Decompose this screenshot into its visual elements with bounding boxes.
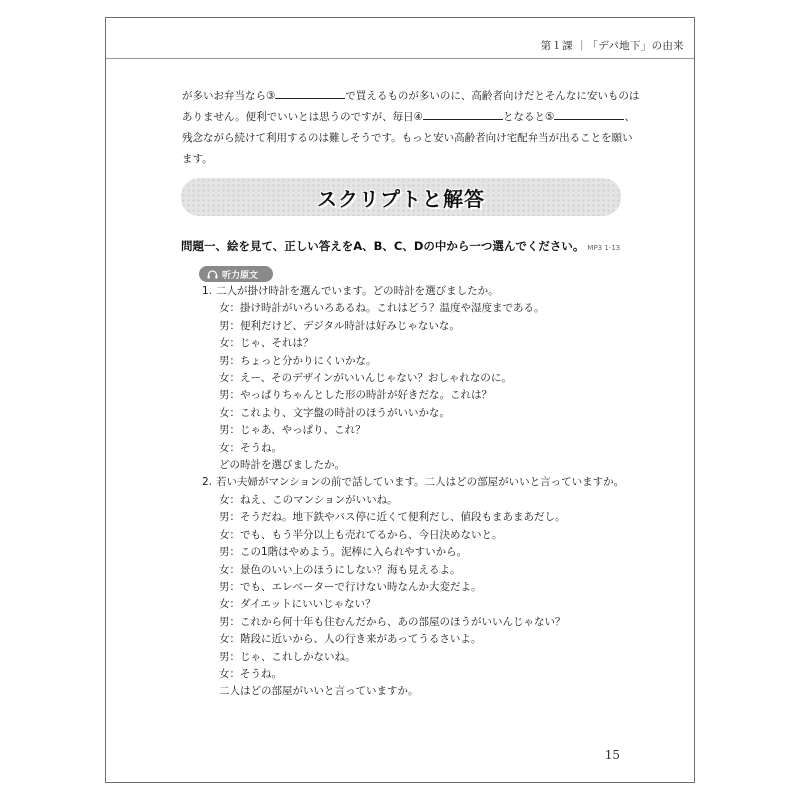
item-prompt: 二人が掛け時計を選んでいます。どの時計を選びましたか。: [216, 285, 499, 297]
dialogue-line: 男：この1階はやめよう。泥棒に入られやすいから。: [219, 546, 468, 559]
dialogue-line: 女：階段に近いから、人の行き来があってうるさいよ。: [219, 633, 482, 646]
mp3-track-label: MP3 1-13: [587, 244, 621, 252]
book-page: [105, 17, 695, 783]
dialogue-line: 女：これより、文字盤の時計のほうがいいかな。: [219, 406, 450, 419]
intro-line: [182, 107, 652, 128]
item-number: 1.: [202, 285, 213, 297]
answer-blank: [423, 107, 503, 120]
dialogue-line: 男：でも、エレベーターで行けない時なんか大変だよ。: [219, 580, 482, 593]
intro-text: となると⑤: [503, 111, 555, 123]
answer-blank: [554, 107, 624, 120]
intro-text: ありません。便利でいいとは思うのですが、毎日④: [182, 111, 424, 123]
intro-text: が多いお弁当なら③: [182, 90, 276, 102]
script-item-heading: [202, 283, 672, 300]
question-text: 問題一、絵を見て、正しい答えをA、B、C、Dの中から一つ選んでください。: [181, 239, 585, 253]
dialogue-line: どの時計を選びましたか。: [219, 459, 345, 472]
intro-line: [182, 128, 652, 149]
dialogue-line: 女：じゃ、それは？: [219, 337, 314, 350]
intro-text: 残念ながら続けて利用するのは難しそうです。もっと安い高齢者向け宅配弁当が出ることを願い: [182, 132, 633, 144]
dialogue-line: 男：じゃ、これしかないね。: [219, 650, 356, 663]
label-text: 听力原文: [222, 270, 259, 281]
dialogue-line: 女：ダイエットにいいじゃない？: [219, 598, 376, 611]
dialogue-line: 女：掛け時計がいろいろあるね。これはどう？温度や湿度まである。: [219, 302, 545, 315]
intro-paragraph: [182, 86, 652, 170]
intro-line: [182, 86, 652, 107]
item-number: 2.: [202, 476, 213, 489]
dialogue-line: 男：じゃあ、やっぱり、これ？: [219, 424, 366, 437]
headphone-icon: [207, 270, 218, 279]
dialogue-line: 女：景色のいい上のほうにしない？海も見えるよ。: [219, 563, 461, 576]
header-rule: [106, 58, 694, 59]
listening-script-label: [199, 266, 273, 282]
item-prompt: 若い夫婦がマンションの前で話しています。二人はどの部屋がいいと言っていますか。: [216, 476, 625, 489]
question-heading: [181, 238, 620, 254]
intro-text: ます。: [182, 153, 213, 165]
dialogue-line: 男：そうだね。地下鉄やバス停に近くて便利だし、値段もまあまあだし。: [219, 511, 566, 524]
intro-text: 、: [624, 111, 635, 123]
dialogue-line: 女：そうね。: [219, 667, 282, 680]
dialogue-line: 女：ねえ、このマンションがいいね。: [219, 493, 398, 506]
chapter-header: 第１課 ｜「デパ地下」の由来: [540, 40, 684, 52]
dialogue-line: 女：えー、そのデザインがいいんじゃない？おしゃれなのに。: [219, 372, 512, 385]
section-title: スクリプトと解答: [317, 186, 485, 211]
dialogue-script: [202, 283, 672, 701]
script-item-heading: [202, 474, 672, 491]
intro-text: で買えるものが多いのに、高齢者向けだとそんなに安いものは: [345, 90, 640, 102]
dialogue-line: 男：これから何十年も住むんだから、あの部屋のほうがいいんじゃない？: [219, 615, 566, 628]
dialogue-line: 男：ちょっと分かりにくいかな。: [219, 354, 377, 367]
intro-line: [182, 149, 652, 170]
dialogue-line: 男：やっぱりちゃんとした形の時計が好きだな。これは？: [219, 389, 492, 402]
page-number: 15: [604, 748, 620, 762]
dialogue-line: 女：そうね。: [219, 441, 282, 454]
dialogue-line: 女：でも、もう半分以上も売れてるから、今日決めないと。: [219, 528, 503, 541]
answer-blank: [275, 86, 345, 99]
dialogue-line: 二人はどの部屋がいいと言っていますか。: [219, 685, 419, 698]
dialogue-line: 男：便利だけど、デジタル時計は好みじゃないな。: [219, 319, 460, 332]
section-banner: [181, 178, 621, 216]
